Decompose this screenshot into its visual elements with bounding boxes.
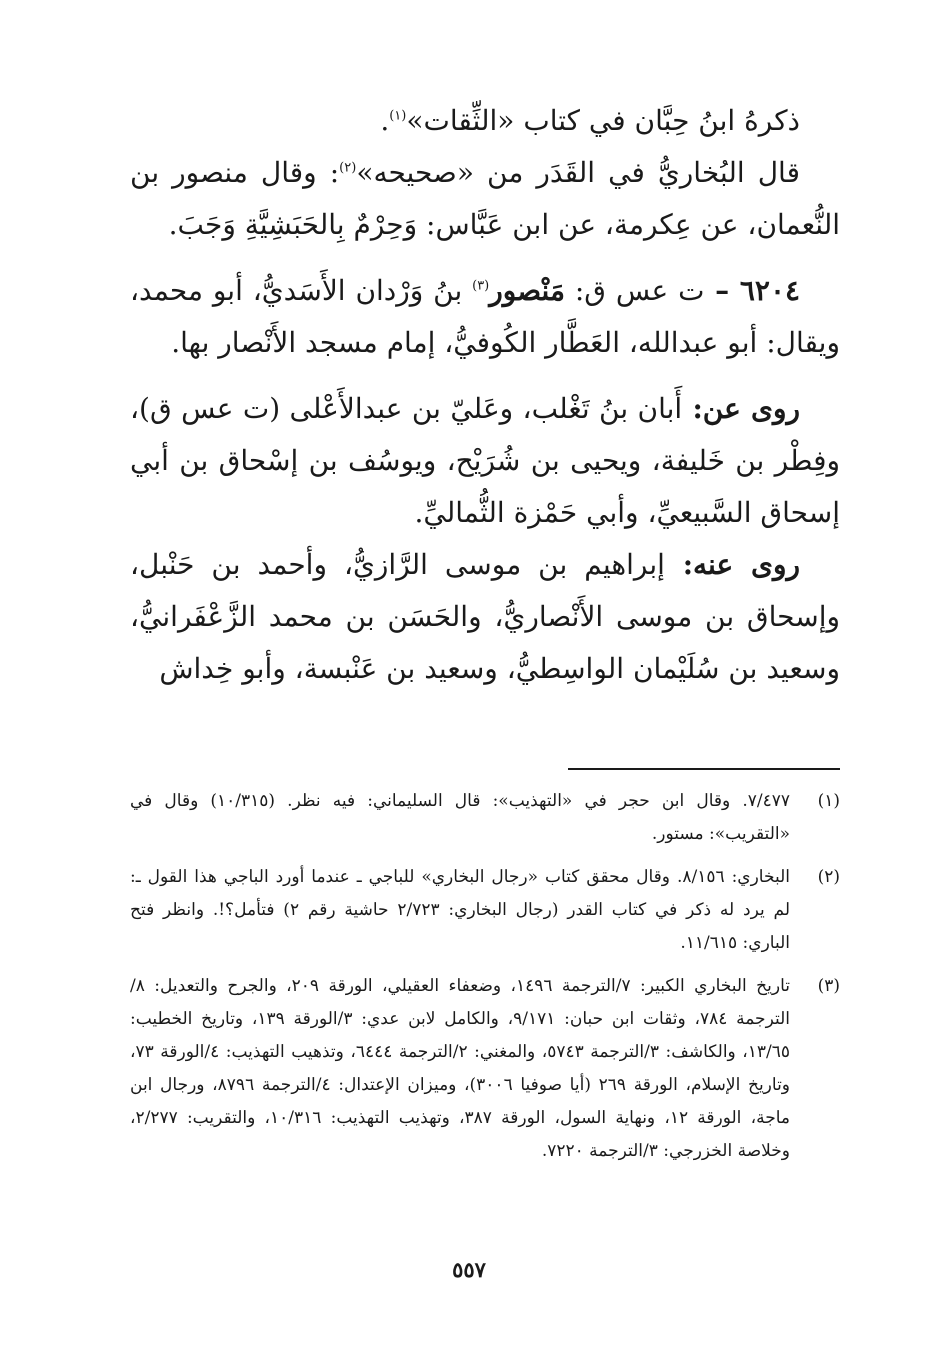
paragraph-text: قال البُخاريُّ في القَدَر من «صحيحه» (356, 156, 800, 189)
paragraph-end: . (380, 104, 390, 137)
footnote-text: تاريخ البخاري الكبير: ٧/الترجمة ١٤٩٦، وضعفاء العقيلي، الورقة ٢٠٩، والجرح والتعديل: ٨/الترجمة ٧٨٤، وثقات ابن حبان: ٩/١٧١، والكامل لابن عدي: ٣/الورقة ١٣٩، وتاريخ الخطيب: ١٣/٦٥، والكاشف: ٣/الترجمة ٥٧٤٣، والمغني: ٢/الترجمة ٦٤٤٤، وتذهيب التهذيب: ٤/الورقة ٧٣، وتاريخ الإسلام، الورقة ٢٦٩ (أيا صوفيا ٣٠٠٦)، وميزان الإعتدال: ٤/الترجمة ٨٧٩٦، ورجال ابن ماجة، الورقة ١٢، ونهاية السول، الورقة ٣٨٧، وتهذيب التهذيب: ١٠/٣١٦، والتقريب: ٢/٢٧٧، وخلاصة الخزرجي: ٣/الترجمة ٧٢٢٠. (130, 976, 791, 1161)
footnote-text: ٧/٤٧٧. وقال ابن حجر في «التهذيب»: قال السليماني: فيه نظر. (١٠/٣١٥) وقال في «التقريب»: مستور. (130, 791, 790, 844)
entry-heading (130, 265, 840, 369)
footnote-number: (٣) (817, 976, 840, 996)
entry-codes: ت عس ق: (564, 274, 705, 307)
footnote-ref-2[interactable]: (٢) (339, 160, 357, 176)
footnote-number: (١) (817, 791, 840, 811)
entry-name: مَنْصور (489, 274, 565, 307)
footnote-ref-1[interactable]: (١) (389, 108, 407, 124)
paragraph-thiqat (130, 95, 840, 147)
footnote-1 (130, 785, 840, 851)
narrated-from-text: أَبان بنُ تَغْلب، وعَليّ بن عبدالأَعْلى (ت عس ق)، وفِطْر بن خَليفة، ويحيى بن شُرَيْح، ويوسُف بن إسْحاق بن أبي إسحاق السَّبيعيِّ، وأبي حَمْزة الثُّماليِّ. (130, 392, 840, 529)
footnote-text: البخاري: ٨/١٥٦. وقال محقق كتاب «رجال البخاري» للباجي ـ عندما أورد الباجي هذا القول ـ: لم يرد له ذكر في كتاب القدر (رجال البخاري: ٢/٧٢٣ حاشية رقم ٢) فتأمل؟!. وانظر فتح الباري: ١١/٦١٥. (130, 867, 791, 953)
footnote-3 (130, 970, 840, 1168)
narrated-by (130, 539, 840, 695)
paragraph-bukhari (130, 147, 840, 251)
footnote-number: (٢) (817, 867, 840, 887)
narrated-by-text: إبراهيم بن موسى الرَّازيُّ، وأحمد بن حَنْبل، وإسحاق بن موسى الأَنْصاريُّ، والحَسَن بن محمد الزَّعْفَرانيُّ، وسعيد بن سُلَيْمان الواسِطيُّ، وسعيد بن عَنْبسة، وأبو خِداش (130, 548, 840, 685)
paragraph-text: ذكرهُ ابنُ حِبَّان في كتاب «الثِّقات» (406, 104, 800, 137)
paragraph-end: : وقال منصور بن النُّعمان، عن عِكرمة، عن ابن عَبَّاس: وَحِرْمٌ بِالحَبَشِيَّةِ وَجَبَ. (130, 156, 840, 241)
narrated-from (130, 383, 840, 539)
footnote-ref-3[interactable]: (٣) (472, 278, 490, 294)
narrated-by-label: روى عنه: (664, 548, 800, 581)
footnote-separator (568, 768, 840, 770)
footnote-2 (130, 861, 840, 960)
page-number: ٥٥٧ (452, 1257, 486, 1282)
entry-number: ٦٢٠٤ – (704, 274, 801, 307)
main-text (130, 95, 840, 695)
narrated-from-label: روى عن: (682, 392, 801, 425)
entry-rest: بنُ وَرْدان الأَسَديُّ، أبو محمد، ويقال: أبو عبدالله، العَطَّار الكُوفيُّ، إمام مسجد الأَنْصار بها. (130, 274, 840, 359)
footnotes (130, 785, 840, 1178)
